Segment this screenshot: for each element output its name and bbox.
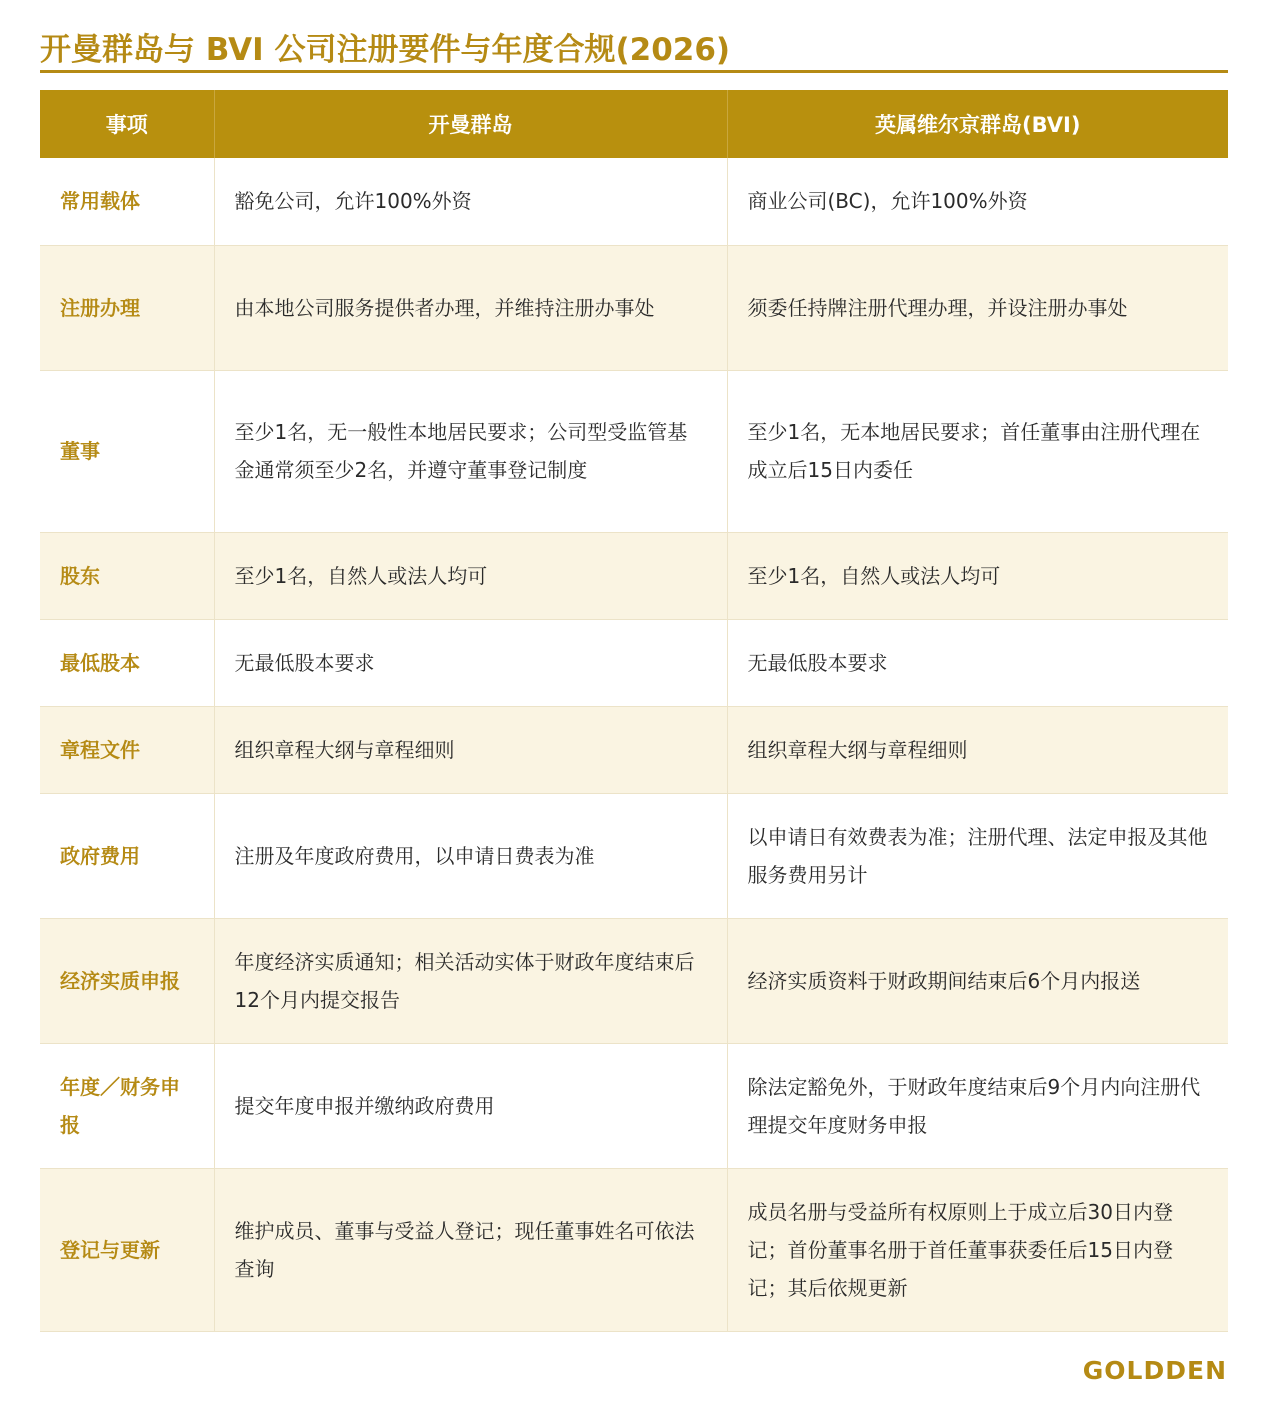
column-header-cayman: 开曼群岛 bbox=[214, 90, 727, 158]
cayman-cell: 至少1名，无一般性本地居民要求；公司型受监管基金通常须至少2名，并遵守董事登记制度 bbox=[214, 370, 727, 532]
table-row bbox=[40, 706, 1228, 793]
table-header-row bbox=[40, 90, 1228, 158]
row-item-label: 注册办理 bbox=[40, 245, 214, 370]
table-row bbox=[40, 793, 1228, 918]
table-row bbox=[40, 619, 1228, 706]
row-item-label: 年度／财务申报 bbox=[40, 1043, 214, 1168]
row-item-label: 政府费用 bbox=[40, 793, 214, 918]
row-item-label: 经济实质申报 bbox=[40, 918, 214, 1043]
title-underline bbox=[40, 70, 1228, 73]
cayman-cell: 由本地公司服务提供者办理，并维持注册办事处 bbox=[214, 245, 727, 370]
table-row bbox=[40, 370, 1228, 532]
cayman-cell: 无最低股本要求 bbox=[214, 619, 727, 706]
table-row bbox=[40, 918, 1228, 1043]
cayman-cell: 维护成员、董事与受益人登记；现任董事姓名可依法查询 bbox=[214, 1168, 727, 1331]
row-item-label: 登记与更新 bbox=[40, 1168, 214, 1331]
bvi-cell: 无最低股本要求 bbox=[727, 619, 1228, 706]
bvi-cell: 组织章程大纲与章程细则 bbox=[727, 706, 1228, 793]
bvi-cell: 须委任持牌注册代理办理，并设注册办事处 bbox=[727, 245, 1228, 370]
bvi-cell: 经济实质资料于财政期间结束后6个月内报送 bbox=[727, 918, 1228, 1043]
page-title: 开曼群岛与 BVI 公司注册要件与年度合规(2026) bbox=[40, 32, 731, 68]
cayman-cell: 提交年度申报并缴纳政府费用 bbox=[214, 1043, 727, 1168]
comparison-table bbox=[40, 90, 1228, 1332]
row-item-label: 章程文件 bbox=[40, 706, 214, 793]
row-item-label: 最低股本 bbox=[40, 619, 214, 706]
bvi-cell: 至少1名，无本地居民要求；首任董事由注册代理在成立后15日内委任 bbox=[727, 370, 1228, 532]
table-row bbox=[40, 532, 1228, 619]
table-row bbox=[40, 1043, 1228, 1168]
row-item-label: 董事 bbox=[40, 370, 214, 532]
brand-logo: GOLDDEN bbox=[1082, 1356, 1227, 1385]
row-item-label: 股东 bbox=[40, 532, 214, 619]
column-header-bvi: 英属维尔京群岛(BVI) bbox=[727, 90, 1228, 158]
bvi-cell: 成员名册与受益所有权原则上于成立后30日内登记；首份董事名册于首任董事获委任后15日内登记；其后依规更新 bbox=[727, 1168, 1228, 1331]
bvi-cell: 商业公司(BC)，允许100%外资 bbox=[727, 158, 1228, 245]
cayman-cell: 组织章程大纲与章程细则 bbox=[214, 706, 727, 793]
cayman-cell: 年度经济实质通知；相关活动实体于财政年度结束后12个月内提交报告 bbox=[214, 918, 727, 1043]
table-row bbox=[40, 1168, 1228, 1331]
bvi-cell: 以申请日有效费表为准；注册代理、法定申报及其他服务费用另计 bbox=[727, 793, 1228, 918]
table-row bbox=[40, 245, 1228, 370]
bvi-cell: 至少1名，自然人或法人均可 bbox=[727, 532, 1228, 619]
table-row bbox=[40, 158, 1228, 245]
row-item-label: 常用载体 bbox=[40, 158, 214, 245]
cayman-cell: 豁免公司，允许100%外资 bbox=[214, 158, 727, 245]
cayman-cell: 注册及年度政府费用，以申请日费表为准 bbox=[214, 793, 727, 918]
cayman-cell: 至少1名，自然人或法人均可 bbox=[214, 532, 727, 619]
column-header-item: 事项 bbox=[40, 90, 214, 158]
bvi-cell: 除法定豁免外，于财政年度结束后9个月内向注册代理提交年度财务申报 bbox=[727, 1043, 1228, 1168]
